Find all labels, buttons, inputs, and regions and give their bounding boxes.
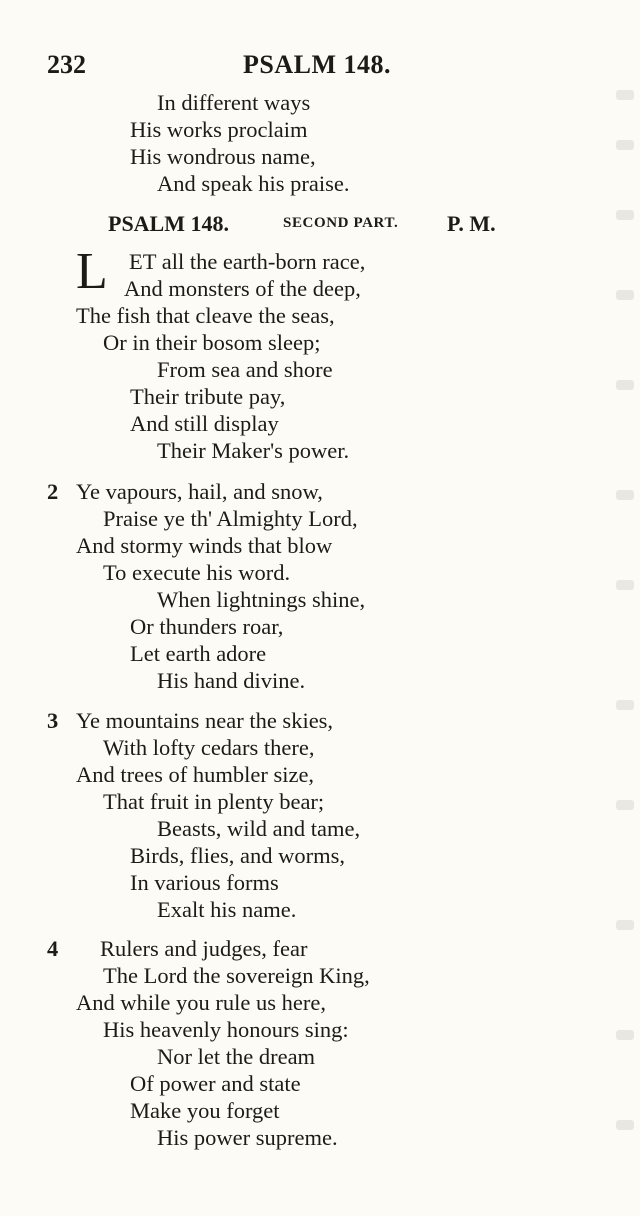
verse-line: Or thunders roar, <box>130 614 284 639</box>
verse-line: Praise ye th' Almighty Lord, <box>103 506 358 531</box>
verse-line: Exalt his name. <box>157 897 297 922</box>
verse-line: Rulers and judges, fear <box>100 936 308 961</box>
verse-line: With lofty cedars there, <box>103 735 315 760</box>
verse-line: Beasts, wild and tame, <box>157 816 361 841</box>
verse-line: When lightnings shine, <box>157 587 366 612</box>
verse-line: The fish that cleave the seas, <box>76 303 335 328</box>
verse-line: In different ways <box>157 90 311 115</box>
running-head: PSALM 148. <box>243 50 391 79</box>
verse-line: His heavenly honours sing: <box>103 1017 349 1042</box>
verse-line: Ye mountains near the skies, <box>76 708 334 733</box>
verse-line: Or in their bosom sleep; <box>103 330 321 355</box>
verse-line: And trees of humbler size, <box>76 762 315 787</box>
verse-line: And still display <box>130 411 279 436</box>
page-show-through <box>600 80 640 1160</box>
psalm-title: PSALM 148. <box>108 211 229 236</box>
verse-line: From sea and shore <box>157 357 333 382</box>
verse-line: Nor let the dream <box>157 1044 316 1069</box>
verse-line: That fruit in plenty bear; <box>103 789 325 814</box>
verse-line: And stormy winds that blow <box>76 533 333 558</box>
verse-line: In various forms <box>130 870 279 895</box>
verse-line: To execute his word. <box>103 560 291 585</box>
verse-line: Let earth adore <box>130 641 267 666</box>
verse-line: And monsters of the deep, <box>124 276 361 301</box>
verse-line: His hand divine. <box>157 668 306 693</box>
psalm-part: SECOND PART. <box>283 215 399 231</box>
page-number: 232 <box>47 50 86 79</box>
verse-line: Make you forget <box>130 1098 280 1123</box>
stanza-number: 4 <box>47 936 59 961</box>
stanza-number: 2 <box>47 479 59 504</box>
verse-line: His wondrous name, <box>130 144 316 169</box>
verse-line: And speak his praise. <box>157 171 350 196</box>
psalm-meter: P. M. <box>447 211 496 236</box>
verse-line: Birds, flies, and worms, <box>130 843 345 868</box>
verse-line: Their tribute pay, <box>130 384 286 409</box>
psalm-heading <box>0 211 640 243</box>
drop-cap: L <box>76 243 108 300</box>
verse-line: His works proclaim <box>130 117 308 142</box>
verse-line: The Lord the sovereign King, <box>103 963 370 988</box>
verse-line: Of power and state <box>130 1071 301 1096</box>
verse-line: And while you rule us here, <box>76 990 326 1015</box>
stanza-number: 3 <box>47 708 59 733</box>
page-header <box>0 50 640 86</box>
verse-line: Their Maker's power. <box>157 438 350 463</box>
verse-line: His power supreme. <box>157 1125 338 1150</box>
verse-line: Ye vapours, hail, and snow, <box>76 479 323 504</box>
verse-line: ET all the earth-born race, <box>129 249 366 274</box>
